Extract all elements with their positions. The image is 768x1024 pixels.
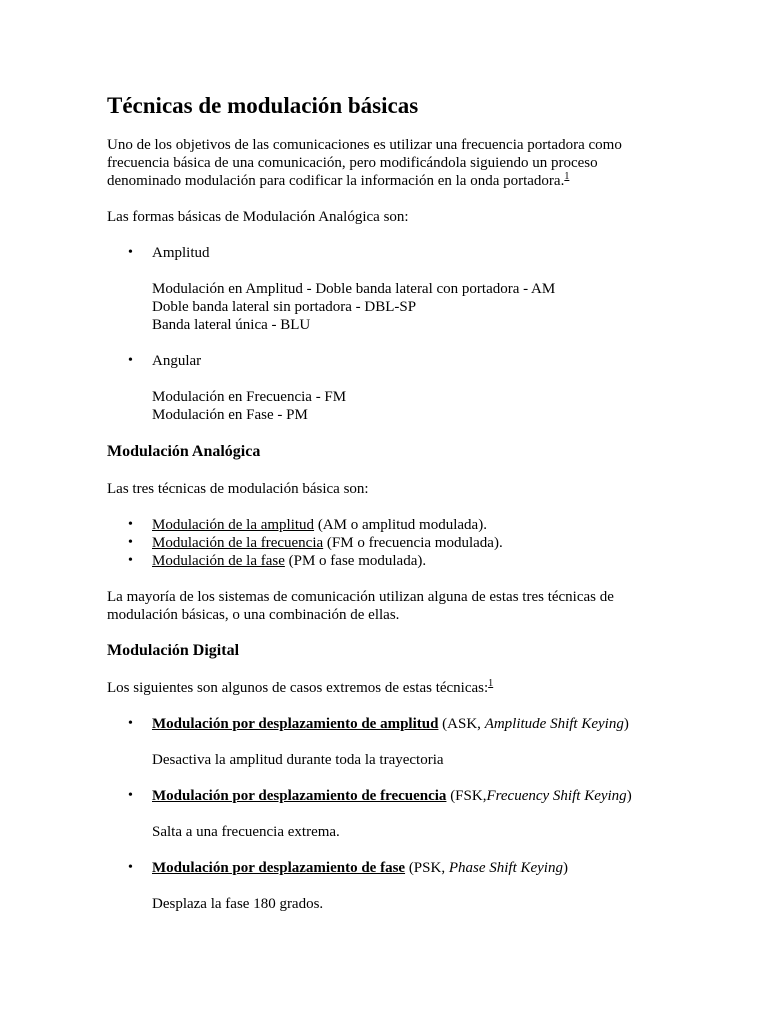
angular-subitems [152,388,346,424]
bullet-icon: • [128,860,133,875]
analog-item-desc: (AM o amplitud modulada). [314,517,487,533]
link-modulacion-fase[interactable]: Modulación de la fase [152,553,285,569]
analog-conclusion-line-1: La mayoría de los sistemas de comunicación utilizan alguna de estas tres técnicas de [107,589,614,605]
angular-subitem: Modulación en Frecuencia - FM [152,389,347,405]
digital-intro-text: Los siguientes son algunos de casos extremos de estas técnicas: [107,680,489,696]
forms-intro: Las formas básicas de Modulación Analógica son: [107,209,409,225]
analog-conclusion [107,588,667,624]
link-modulacion-frecuencia[interactable]: Modulación de la frecuencia [152,535,324,551]
bullet-icon: • [128,353,133,368]
digital-item-pre: (FSK, [446,788,487,804]
intro-paragraph [107,136,667,190]
digital-item-italic: Amplitude Shift Keying [484,716,624,732]
angular-subitem: Modulación en Fase - PM [152,407,308,423]
link-ask[interactable]: Modulación por desplazamiento de amplitud [152,716,439,732]
analog-heading: Modulación Analógica [107,443,261,460]
amplitud-subitem: Modulación en Amplitud - Doble banda lateral con portadora - AM [152,281,556,297]
digital-item-desc: Salta a una frecuencia extrema. [152,824,340,840]
digital-item-italic: Frecuency Shift Keying [486,788,627,804]
intro-line-3-text: denominado modulación para codificar la información en la onda portadora. [107,173,565,189]
link-modulacion-amplitud[interactable]: Modulación de la amplitud [152,517,315,533]
bullet-icon: • [128,788,133,803]
digital-item-italic: Phase Shift Keying [448,860,563,876]
angular-label: Angular [152,353,202,369]
analog-item-desc: (FM o frecuencia modulada). [323,535,503,551]
bullet-icon: • [128,716,133,731]
amplitud-label: Amplitud [152,245,210,261]
link-fsk[interactable]: Modulación por desplazamiento de frecuencia [152,788,447,804]
bullet-icon: • [128,535,133,550]
analog-item-desc: (PM o fase modulada). [284,553,427,569]
digital-item-pre: (PSK, [405,860,449,876]
amplitud-subitem: Banda lateral única - BLU [152,317,311,333]
intro-line-2: frecuencia básica de una comunicación, pero modificándola siguiendo un proceso [107,155,598,171]
analog-intro: Las tres técnicas de modulación básica son: [107,481,369,497]
page-title: Técnicas de modulación básicas [107,93,419,118]
digital-item-pre: (ASK, [438,716,485,732]
analog-conclusion-line-2: modulación básicas, o una combinación de ellas. [107,607,400,623]
amplitud-subitems [152,280,555,334]
digital-item-post: ) [562,860,568,876]
bullet-icon: • [128,245,133,260]
footnote-link[interactable]: 1 [488,678,494,689]
digital-intro [107,679,667,697]
footnote-link[interactable]: 1 [564,171,570,182]
digital-heading: Modulación Digital [107,642,240,659]
digital-item-post: ) [623,716,629,732]
bullet-icon: • [128,553,133,568]
link-psk[interactable]: Modulación por desplazamiento de fase [152,860,406,876]
digital-item-desc: Desactiva la amplitud durante toda la trayectoria [152,752,444,768]
amplitud-subitem: Doble banda lateral sin portadora - DBL-SP [152,299,417,315]
digital-item-desc: Desplaza la fase 180 grados. [152,896,324,912]
digital-item-post: ) [626,788,632,804]
intro-line-1: Uno de los objetivos de las comunicaciones es utilizar una frecuencia portadora como [107,137,622,153]
intro-line-3 [107,172,667,190]
bullet-icon: • [128,517,133,532]
